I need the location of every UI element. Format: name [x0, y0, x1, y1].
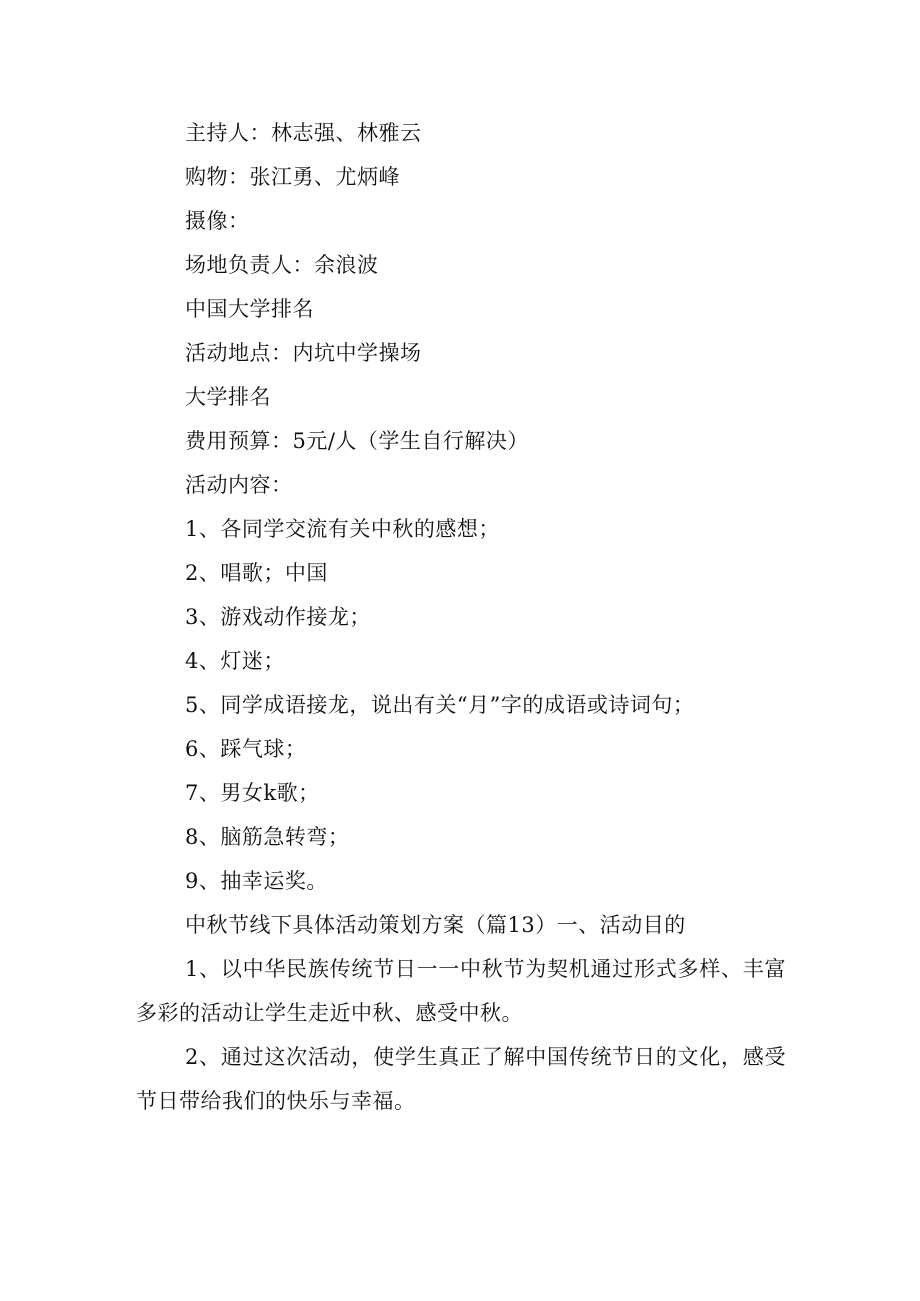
activity-content-heading: 活动内容： [185, 473, 293, 497]
university-ranking-line: 中国大学排名 [185, 297, 314, 321]
camera-line: 摄像： [185, 209, 250, 233]
list-item: 1、各同学交流有关中秋的感想； [185, 517, 500, 541]
host-line: 主持人：林志强、林雅云 [185, 121, 422, 145]
section-heading: 中秋节线下具体活动策划方案（篇13）一、活动目的 [185, 913, 686, 937]
purpose-paragraph-1: 1、以中华民族传统节日一一中秋节为契机通过形式多样、丰富多彩的活动让学生走近中秋、感受中秋。 [136, 957, 786, 1025]
venue-manager-line: 场地负责人：余浪波 [185, 253, 379, 277]
list-item: 7、男女k歌； [185, 781, 320, 805]
ranking-line: 大学排名 [185, 385, 271, 409]
list-item: 6、踩气球； [185, 737, 307, 761]
list-item: 8、脑筋急转弯； [185, 825, 350, 849]
list-item: 2、唱歌；中国 [185, 561, 328, 585]
location-line: 活动地点：内坑中学操场 [185, 341, 422, 365]
shopping-line: 购物：张江勇、尤炳峰 [185, 165, 400, 189]
list-item: 3、游戏动作接龙； [185, 605, 371, 629]
budget-line: 费用预算：5元/人（学生自行解决） [185, 429, 529, 453]
list-item: 9、抽幸运奖。 [185, 869, 328, 893]
list-item: 5、同学成语接龙，说出有关“月”字的成语或诗词句； [185, 693, 695, 717]
list-item: 4、灯迷； [185, 649, 285, 673]
purpose-paragraph-2: 2、通过这次活动，使学生真正了解中国传统节日的文化，感受节日带给我们的快乐与幸福。 [136, 1045, 786, 1113]
